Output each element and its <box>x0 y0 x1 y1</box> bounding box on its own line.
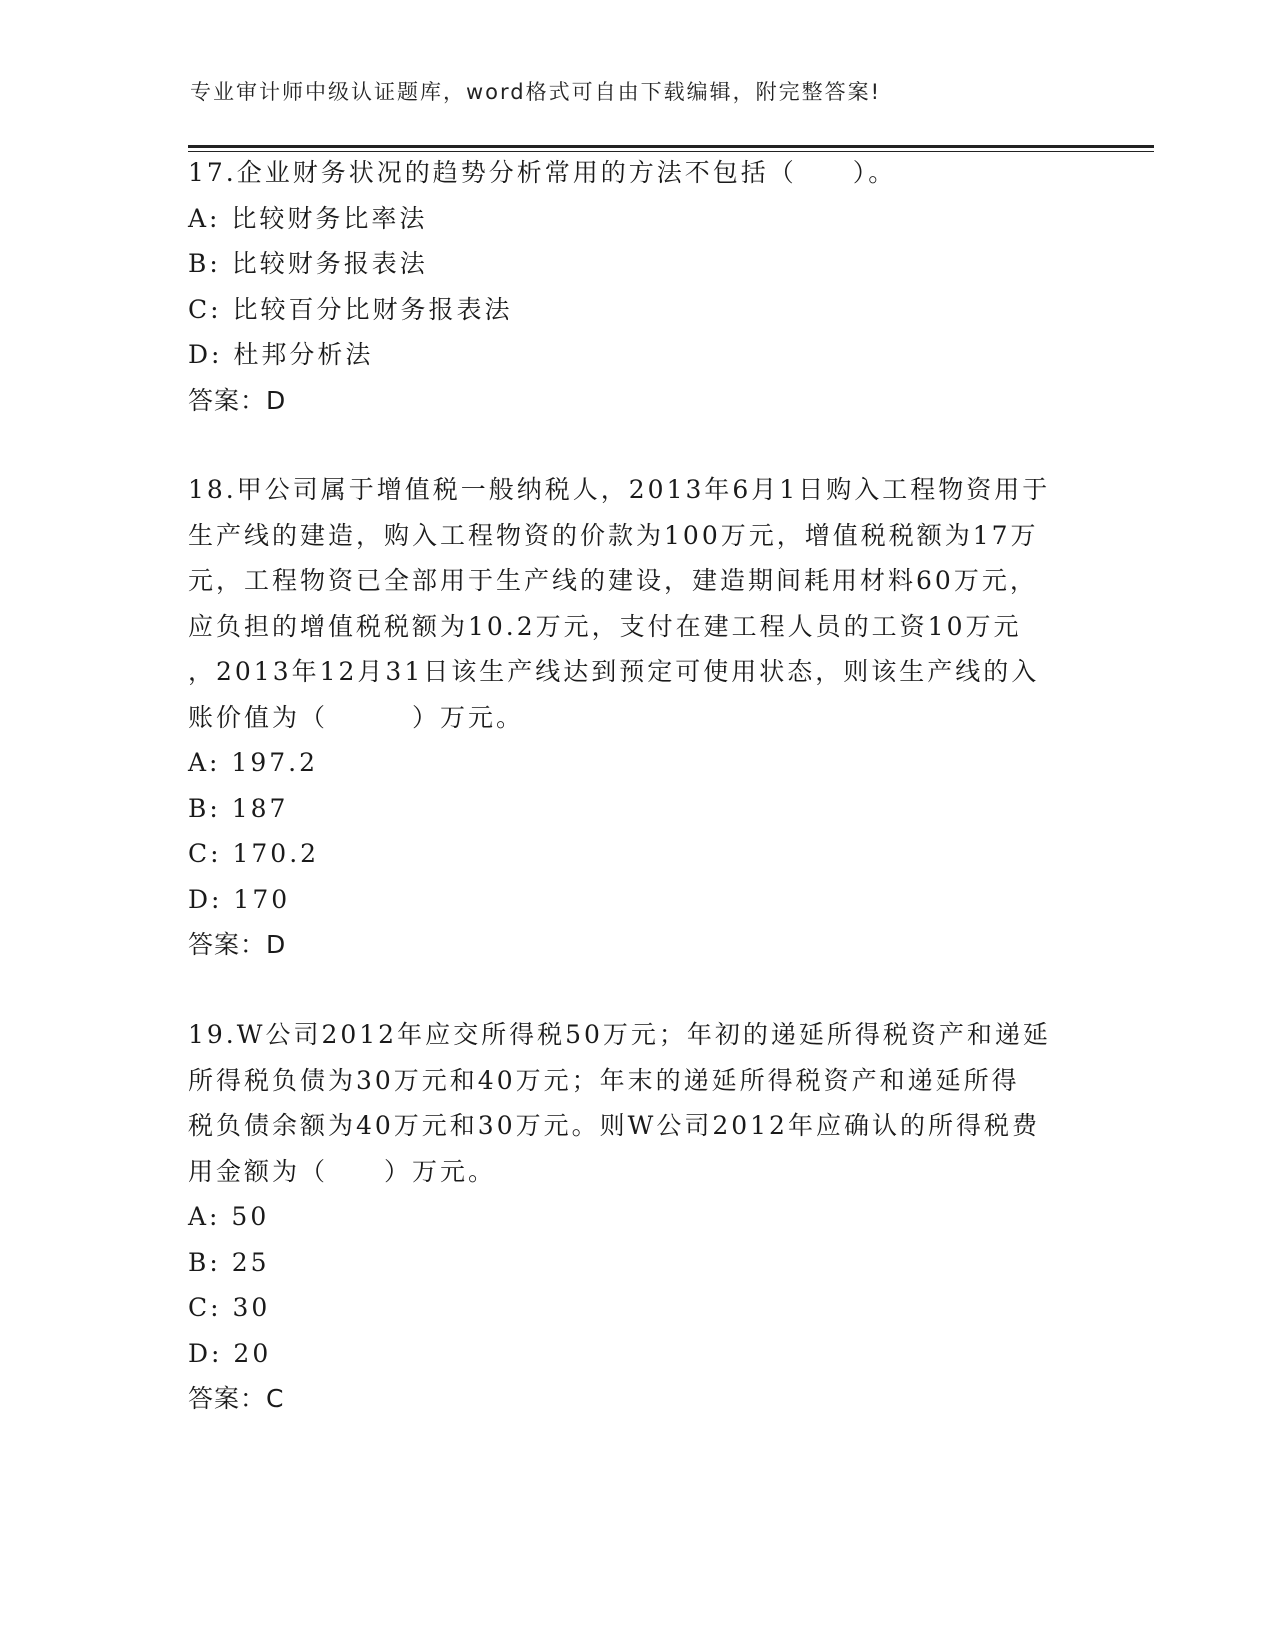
question-stem-line: 19.W公司2012年应交所得税50万元；年初的递延所得税资产和递延 <box>188 1020 1051 1049</box>
question-stem-line: 用金额为（ ）万元。 <box>188 1156 497 1186</box>
question-stem-line: ，2013年12月31日该生产线达到预定可使用状态，则该生产线的入 <box>188 657 1040 686</box>
question-stem-line: 17.企业财务状况的趋势分析常用的方法不包括（ ）。 <box>188 158 897 187</box>
option-b: B: 25 <box>188 1247 270 1277</box>
question-stem-line: 所得税负债为30万元和40万元；年末的递延所得税资产和递延所得 <box>188 1065 1020 1095</box>
option-c: C: 30 <box>188 1293 271 1322</box>
question-stem-line: 生产线的建造，购入工程物资的价款为100万元，增值税税额为17万 <box>188 520 1039 550</box>
header-rule-thick <box>188 145 1154 148</box>
answer: 答案：D <box>188 385 287 415</box>
header-text: 专业审计师中级认证题库，word格式可自由下载编辑，附完整答案! <box>190 80 882 104</box>
option-c: C: 比较百分比财务报表法 <box>188 294 513 324</box>
question-stem-line: 账价值为（ ）万元。 <box>188 702 525 732</box>
option-d: D: 170 <box>188 884 291 914</box>
option-a: A: 比较财务比率法 <box>188 203 428 233</box>
option-b: B: 187 <box>188 793 289 823</box>
question-stem-line: 应负担的增值税税额为10.2万元，支付在建工程人员的工资10万元 <box>188 611 1022 641</box>
option-a: A: 197.2 <box>188 748 318 777</box>
question-17 <box>188 150 1088 423</box>
question-stem-line: 税负债余额为40万元和30万元。则W公司2012年应确认的所得税费 <box>188 1111 1040 1140</box>
option-d: D: 杜邦分析法 <box>188 340 374 369</box>
answer: 答案：D <box>188 930 287 959</box>
question-18 <box>188 467 1088 968</box>
question-stem-line: 18.甲公司属于增值税一般纳税人，2013年6月1日购入工程物资用于 <box>188 475 1051 504</box>
option-b: B: 比较财务报表法 <box>188 249 428 278</box>
option-c: C: 170.2 <box>188 839 320 868</box>
question-stem-line: 元，工程物资已全部用于生产线的建设，建造期间耗用材料60万元， <box>188 566 1038 595</box>
option-d: D: 20 <box>188 1338 272 1368</box>
answer: 答案：C <box>188 1384 285 1413</box>
option-a: A: 50 <box>188 1202 270 1231</box>
question-19 <box>188 1012 1088 1422</box>
